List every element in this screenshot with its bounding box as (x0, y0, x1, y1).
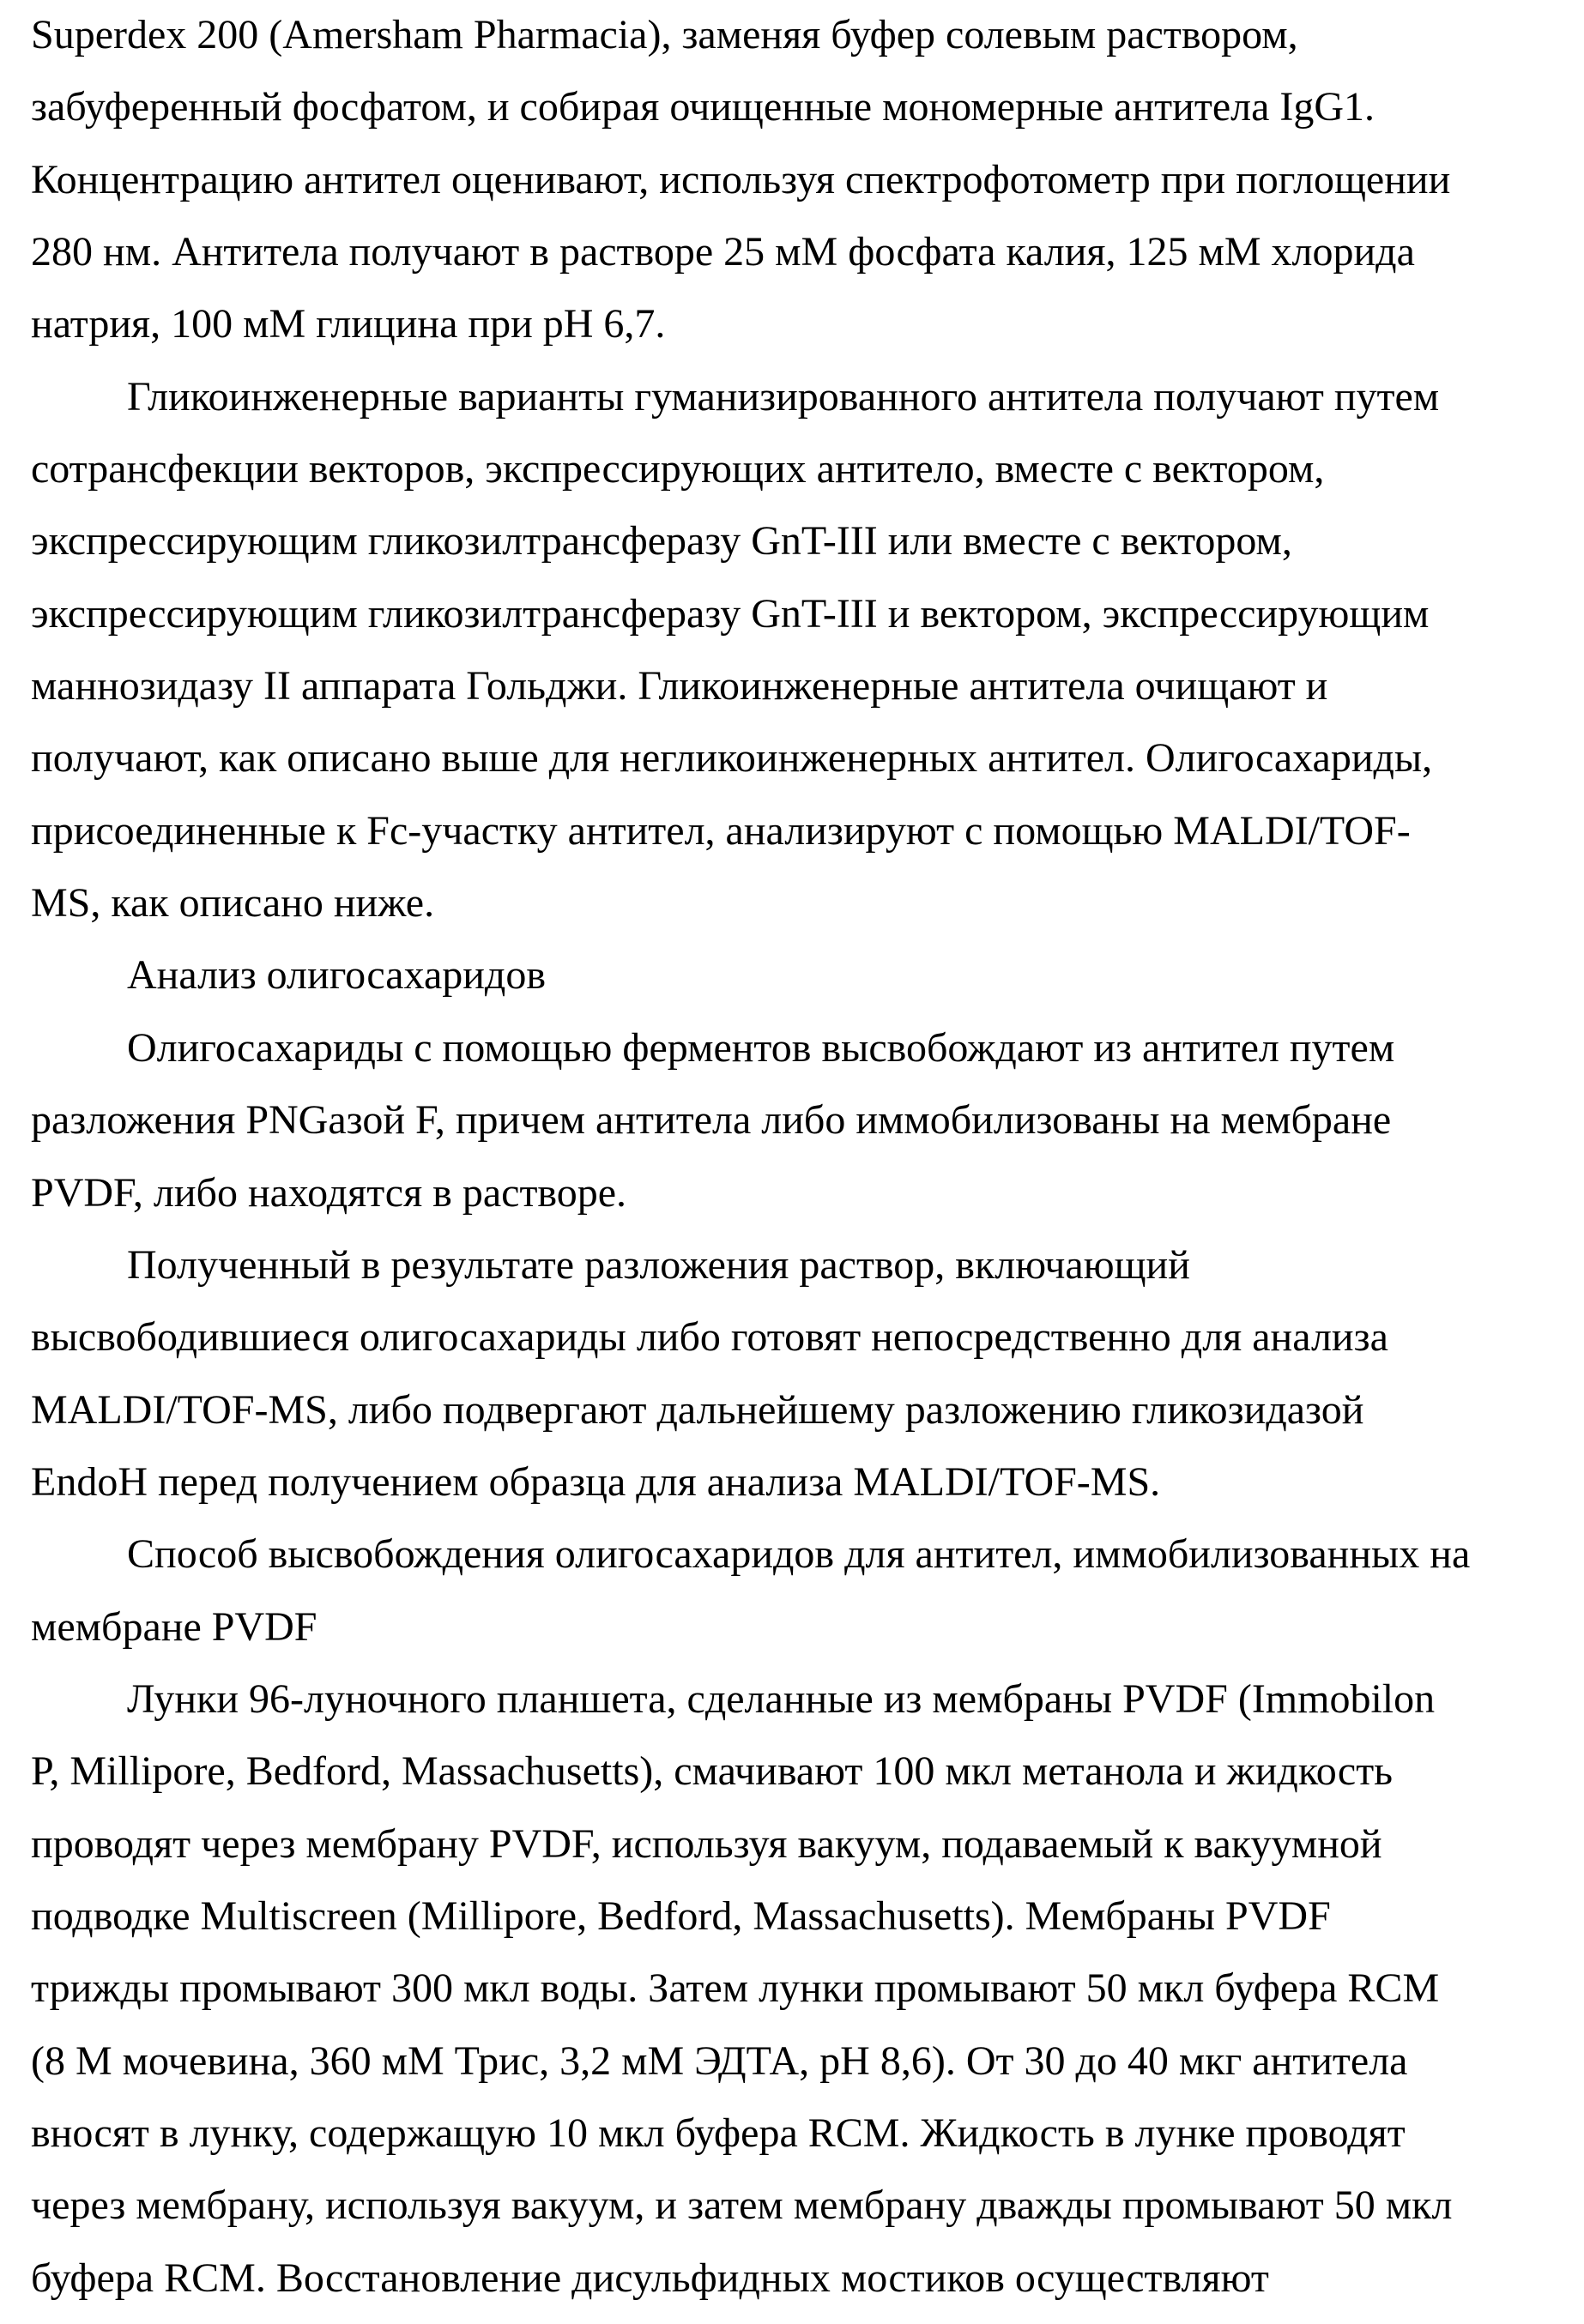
text-line: 280 нм. Антитела получают в растворе 25 мМ фосфата калия, 125 мМ хлорида (31, 229, 1415, 275)
text-line: экспрессирующим гликозилтрансферазу GnT-III и вектором, экспрессирующим (31, 590, 1430, 637)
text-line: разложения PNGазой F, причем антитела либо иммобилизованы на мембране (31, 1097, 1392, 1144)
text-line: MALDI/TOF-MS, либо подвергают дальнейшему разложению гликозидазой (31, 1386, 1364, 1433)
text-line: проводят через мембрану PVDF, используя вакуум, подаваемый к вакуумной (31, 1820, 1382, 1867)
text-line: высвободившиеся олигосахариды либо готовят непосредственно для анализа (31, 1314, 1388, 1361)
text-line: (8 M мочевина, 360 мМ Трис, 3,2 мМ ЭДТА, pH 8,6). От 30 до 40 мкг антитела (31, 2037, 1408, 2084)
section-heading: Анализ олигосахаридов (127, 952, 547, 999)
text-line: через мембрану, используя вакуум, и затем мембрану дважды промывают 50 мкл (31, 2182, 1453, 2229)
paragraph-first-line: Олигосахариды с помощью ферментов высвобождают из антител путем (127, 1024, 1395, 1071)
text-line: забуференный фосфатом, и собирая очищенные мономерные антитела IgG1. (31, 84, 1375, 130)
text-line: Концентрацию антител оценивают, используя спектрофотометр при поглощении (31, 156, 1451, 202)
section-heading: Способ высвобождения олигосахаридов для антител, иммобилизованных на (127, 1531, 1471, 1578)
text-line: получают, как описано выше для негликоинженерных антител. Олигосахариды, (31, 735, 1433, 782)
text-line: трижды промывают 300 мкл воды. Затем лунки промывают 50 мкл буфера RCM (31, 1965, 1440, 2012)
text-line: подводке Multiscreen (Millipore, Bedford, Massachusetts). Мембраны PVDF (31, 1892, 1331, 1939)
text-line: маннозидазу II аппарата Гольджи. Гликоинженерные антитела очищают и (31, 663, 1328, 709)
document-page (31, 0, 1575, 2315)
text-line: вносят в лунку, содержащую 10 мкл буфера RCM. Жидкость в лунке проводят (31, 2110, 1406, 2156)
text-line: MS, как описано ниже. (31, 880, 435, 927)
paragraph-first-line: Гликоинженерные варианты гуманизированного антитела получают путем (127, 373, 1440, 420)
text-line: Superdex 200 (Amersham Pharmacia), заменяя буфер солевым раствором, (31, 12, 1298, 57)
text-line: экспрессирующим гликозилтрансферазу GnT-III или вместе с вектором, (31, 518, 1292, 564)
text-line: сотрансфекции векторов, экспрессирующих антитело, вместе с вектором, (31, 446, 1325, 492)
text-line: EndoH перед получением образца для анализа MALDI/TOF-MS. (31, 1458, 1161, 1505)
paragraph-first-line: Полученный в результате разложения раствор, включающий (127, 1241, 1190, 1288)
text-line: присоединенные к Fc-участку антител, анализируют с помощью MALDI/TOF- (31, 807, 1411, 854)
text-line: буфера RCM. Восстановление дисульфидных мостиков осуществляют (31, 2255, 1269, 2301)
paragraph-first-line: Лунки 96-луночного планшета, сделанные из мембраны PVDF (Immobilon (127, 1675, 1436, 1722)
text-line: натрия, 100 мМ глицина при pH 6,7. (31, 301, 666, 347)
text-line: PVDF, либо находятся в растворе. (31, 1169, 627, 1216)
text-line: P, Millipore, Bedford, Massachusetts), смачивают 100 мкл метанола и жидкость (31, 1748, 1394, 1795)
section-heading-continuation: мембране PVDF (31, 1603, 317, 1650)
